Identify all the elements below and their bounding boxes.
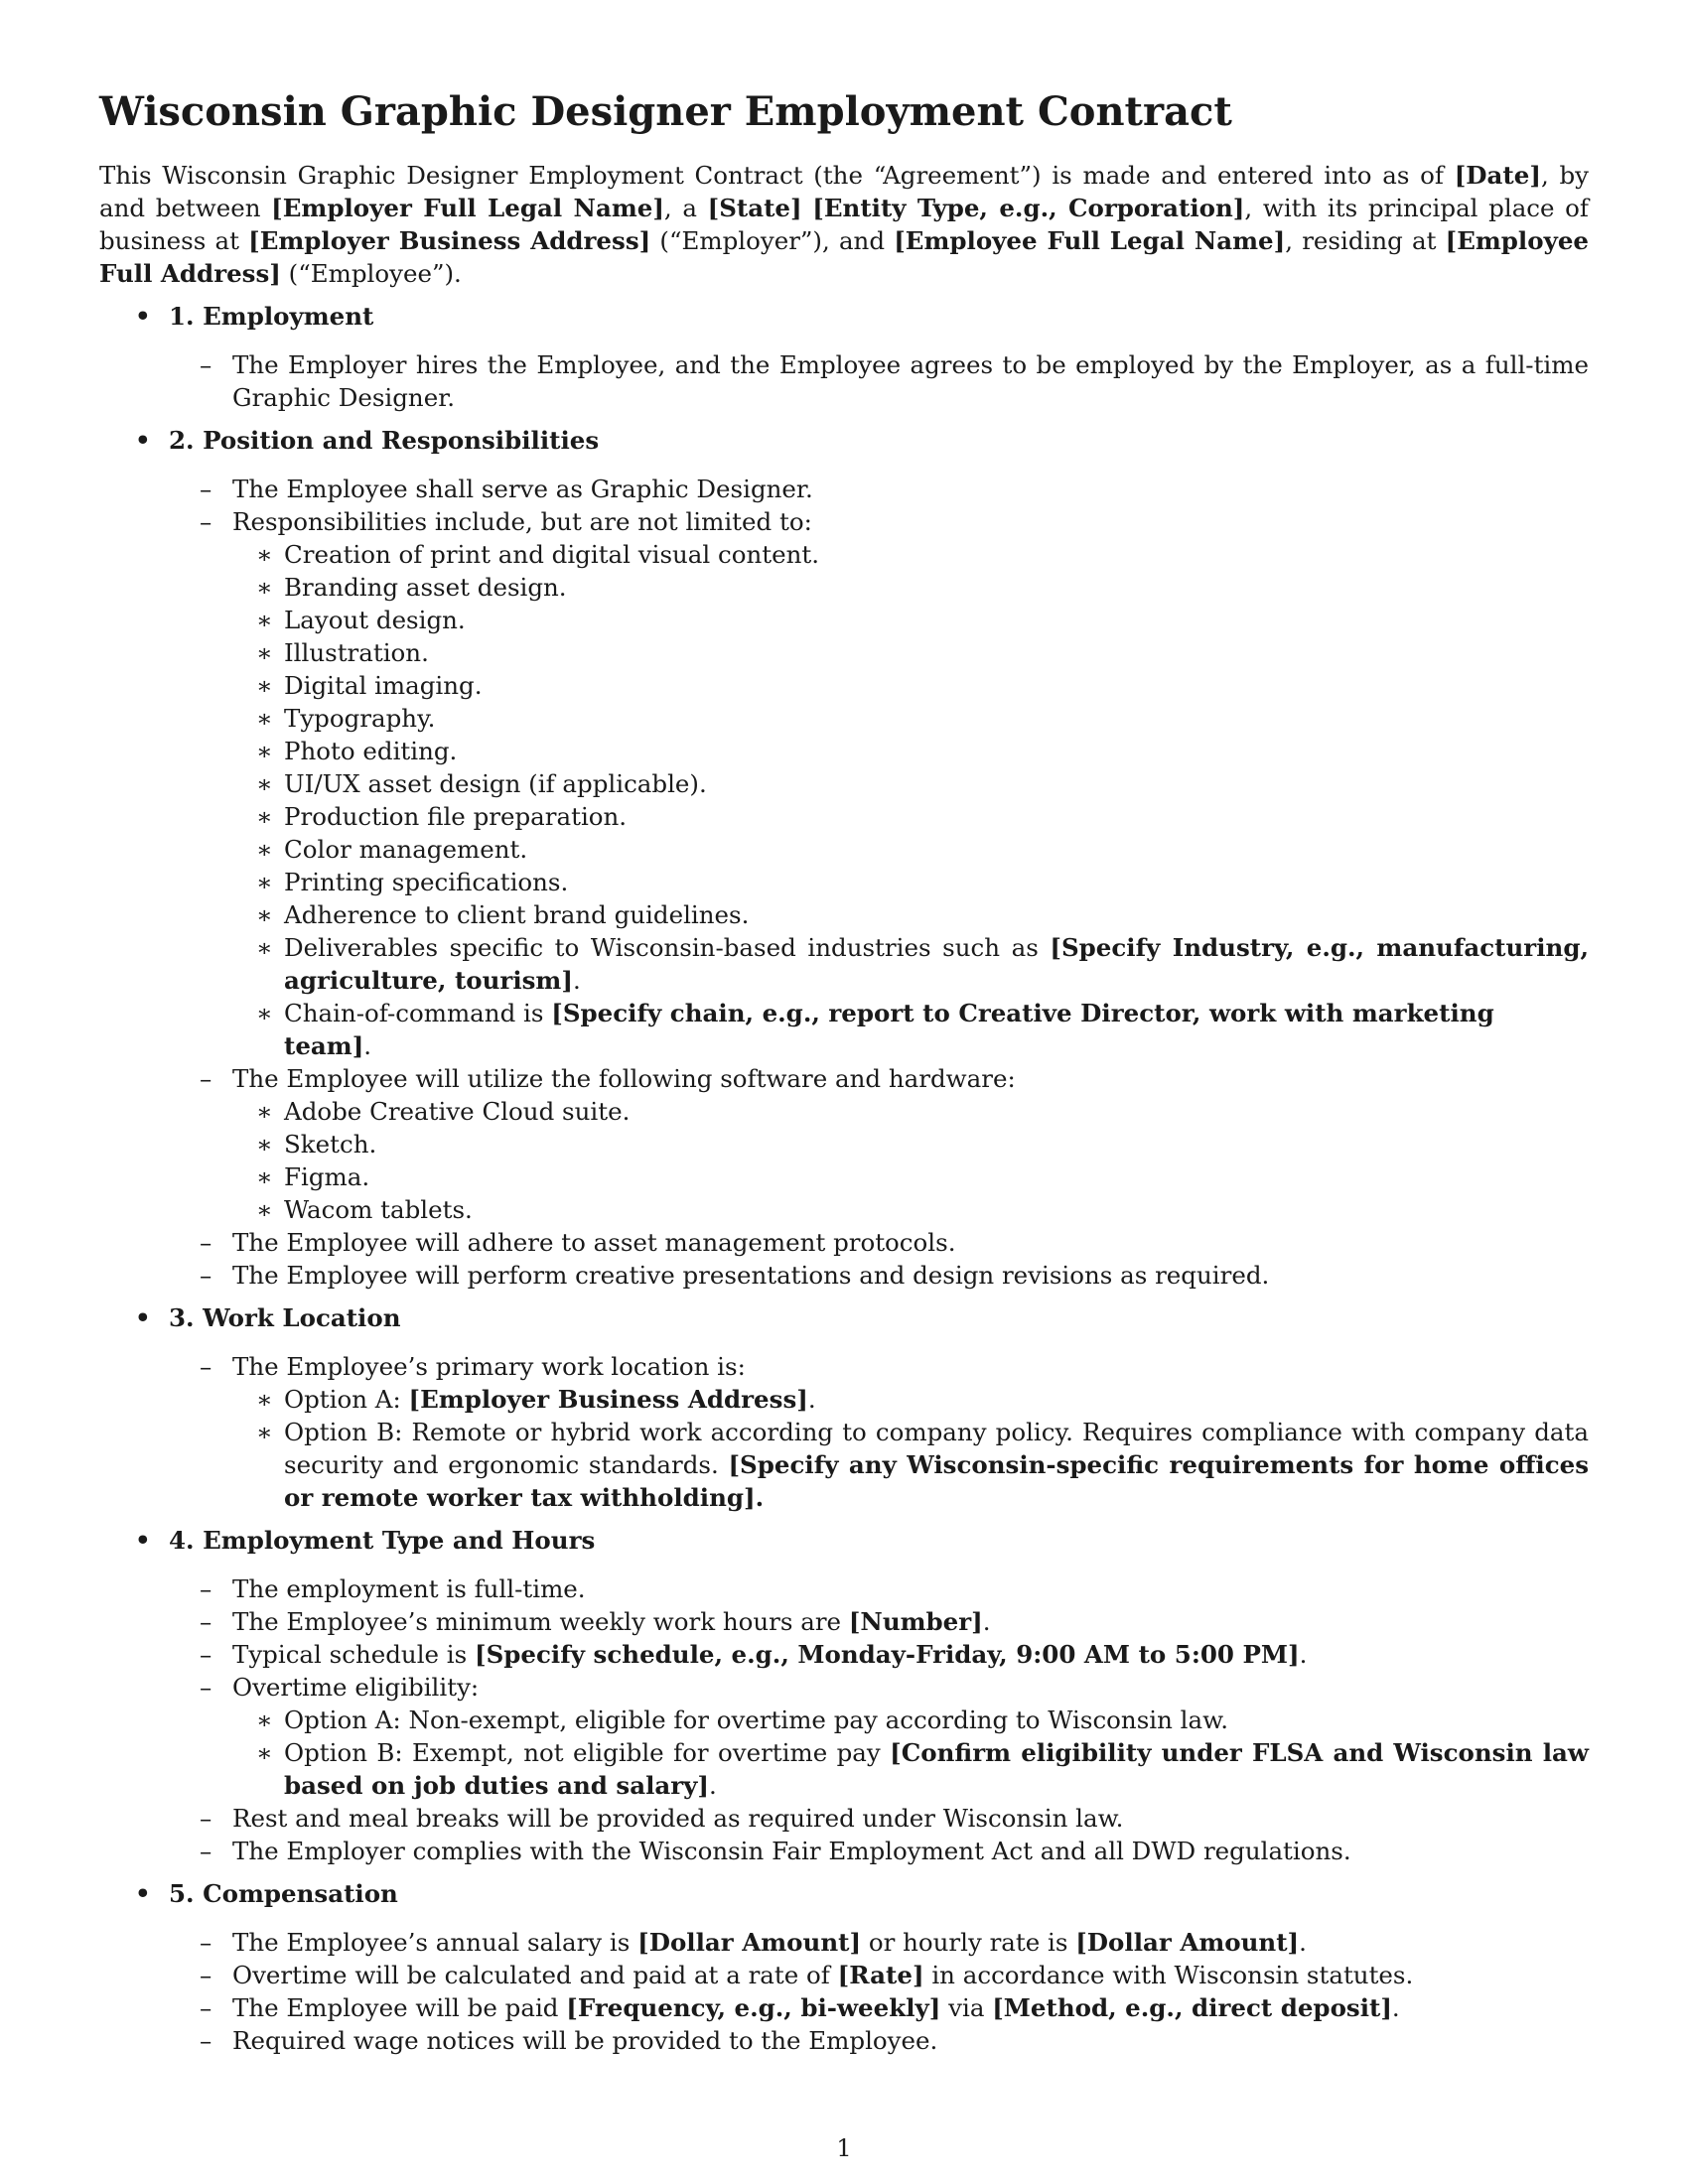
- bullet-icon: •: [135, 1879, 151, 1908]
- option-list: [232, 1383, 1589, 1514]
- placeholder-salary: [Dollar Amount]: [637, 1928, 862, 1957]
- list-item: [256, 1736, 1590, 1802]
- item-text: UI/UX asset design (if applicable).: [284, 769, 707, 798]
- clause-item: [200, 1226, 1589, 1259]
- clause-text: The Employee’s primary work location is:: [232, 1352, 746, 1381]
- list-item: [256, 1193, 1589, 1226]
- star-icon: ∗: [256, 1706, 273, 1734]
- clause-item: [200, 1959, 1589, 1991]
- list-item: [256, 1128, 1589, 1160]
- star-icon: ∗: [256, 573, 273, 602]
- document-title: Wisconsin Graphic Designer Employment Contract: [99, 88, 1232, 135]
- clause-item: [200, 1572, 1589, 1605]
- document-page: [99, 87, 1589, 2067]
- placeholder-hours: [Number]: [848, 1607, 983, 1636]
- placeholder-employer-address: [Employer Business Address]: [248, 226, 651, 255]
- star-icon: ∗: [256, 933, 273, 962]
- intro-text: (“Employee”).: [280, 259, 462, 288]
- clause-text: Typical schedule is: [232, 1640, 476, 1669]
- clause-text: The Employee will adhere to asset management protocols.: [232, 1228, 956, 1257]
- item-text: Production file preparation.: [284, 802, 628, 831]
- clause-item: [200, 2024, 1589, 2057]
- section-list: [99, 300, 1589, 2057]
- clause-item: [200, 1671, 1590, 1802]
- placeholder-entity-type: [Entity Type, e.g., Corporation]: [812, 194, 1245, 222]
- star-icon: ∗: [256, 638, 273, 667]
- dash-icon: –: [200, 1837, 212, 1865]
- dash-icon: –: [200, 1673, 212, 1702]
- clause-item: [200, 1259, 1589, 1292]
- dash-icon: –: [200, 1352, 212, 1381]
- placeholder-hourly-rate: [Dollar Amount]: [1075, 1928, 1300, 1957]
- intro-text: , residing at: [1285, 226, 1446, 255]
- list-item: [256, 735, 1589, 767]
- section-heading: 4. Employment Type and Hours: [169, 1526, 596, 1555]
- clause-list: [169, 348, 1589, 414]
- item-text: Sketch.: [284, 1130, 377, 1159]
- dash-icon: –: [200, 1961, 212, 1989]
- item-text: Chain-of-command is: [284, 999, 552, 1027]
- star-icon: ∗: [256, 1130, 273, 1159]
- item-text: Creation of print and digital visual content.: [284, 540, 820, 569]
- clause-list: [169, 1350, 1589, 1514]
- dash-icon: –: [200, 1574, 212, 1603]
- placeholder-payment-method: [Method, e.g., direct deposit]: [992, 1993, 1392, 2022]
- dash-icon: –: [200, 350, 212, 379]
- clause-text: The Employer complies with the Wisconsin Fair Employment Act and all DWD regulations.: [232, 1837, 1351, 1865]
- star-icon: ∗: [256, 1097, 273, 1126]
- star-icon: ∗: [256, 868, 273, 896]
- item-text: .: [709, 1771, 717, 1800]
- item-text: .: [572, 966, 581, 995]
- star-icon: ∗: [256, 1162, 273, 1191]
- clause-text: via: [940, 1993, 993, 2022]
- option-list: [232, 1704, 1589, 1802]
- bullet-icon: •: [135, 1526, 151, 1555]
- placeholder-schedule: [Specify schedule, e.g., Monday-Friday, 9:00 AM to 5:00 PM]: [475, 1640, 1300, 1669]
- star-icon: ∗: [256, 1195, 273, 1224]
- clause-text: in accordance with Wisconsin statutes.: [923, 1961, 1414, 1989]
- clause-text: .: [1391, 1993, 1400, 2022]
- dash-icon: –: [200, 1993, 212, 2022]
- star-icon: ∗: [256, 704, 273, 733]
- item-text: Figma.: [284, 1162, 370, 1191]
- clause-text: The Employer hires the Employee, and the Employee agrees to be employed by the Employer, as a full-time Graphic Designer.: [232, 350, 1589, 412]
- item-text: Layout design.: [284, 606, 466, 634]
- intro-text: , with its principal place of business at: [99, 194, 1589, 255]
- dash-icon: –: [200, 1640, 212, 1669]
- placeholder-date: [Date]: [1454, 161, 1541, 190]
- star-icon: ∗: [256, 999, 273, 1027]
- responsibility-list: [232, 538, 1589, 1062]
- dash-icon: –: [200, 1064, 212, 1093]
- software-list: [232, 1095, 1589, 1226]
- clause-text: or hourly rate is: [861, 1928, 1076, 1957]
- clause-text: .: [1299, 1640, 1308, 1669]
- list-item: [256, 604, 1589, 636]
- clause-text: Responsibilities include, but are not limited to:: [232, 507, 812, 536]
- section-position: [99, 424, 1589, 1292]
- clause-text: Rest and meal breaks will be provided as required under Wisconsin law.: [232, 1804, 1124, 1833]
- clause-list: [169, 1926, 1589, 2057]
- item-text: Digital imaging.: [284, 671, 483, 700]
- list-item: [256, 833, 1589, 866]
- placeholder-chain-of-command: [Specify chain, e.g., report to Creative Director, work with marketing team]: [284, 999, 1494, 1060]
- clause-text: .: [982, 1607, 991, 1636]
- clause-text: The Employee will utilize the following software and hardware:: [232, 1064, 1016, 1093]
- list-item: [256, 931, 1589, 997]
- clause-item: [200, 1835, 1589, 1867]
- clause-text: The Employee will be paid: [232, 1993, 567, 2022]
- item-text: .: [363, 1031, 372, 1060]
- dash-icon: –: [200, 1261, 212, 1290]
- placeholder-state: [State]: [707, 194, 802, 222]
- list-item: [256, 866, 1589, 898]
- bullet-icon: •: [135, 1303, 151, 1332]
- placeholder-employee-address: [Employee Full Address]: [99, 226, 1589, 288]
- star-icon: ∗: [256, 1418, 273, 1446]
- placeholder-employer-address: [Employer Business Address]: [408, 1385, 808, 1414]
- item-text: Color management.: [284, 835, 528, 864]
- item-text: Adherence to client brand guidelines.: [284, 900, 750, 929]
- item-text: Illustration.: [284, 638, 429, 667]
- clause-item: [200, 1926, 1589, 1959]
- item-text: Photo editing.: [284, 737, 458, 765]
- clause-item: [200, 348, 1589, 414]
- list-item: [256, 636, 1589, 669]
- page-number: 1: [836, 2134, 852, 2162]
- item-text: Wacom tablets.: [284, 1195, 473, 1224]
- clause-text: .: [1299, 1928, 1307, 1957]
- item-text: Deliverables specific to Wisconsin-based industries such as: [284, 933, 1051, 962]
- item-text: Option A:: [284, 1385, 409, 1414]
- dash-icon: –: [200, 475, 212, 503]
- dash-icon: –: [200, 1804, 212, 1833]
- clause-text: The Employee shall serve as Graphic Designer.: [232, 475, 813, 503]
- section-heading: 5. Compensation: [169, 1879, 398, 1908]
- clause-text: The Employee’s annual salary is: [232, 1928, 638, 1957]
- intro-text: , by and between: [99, 161, 1589, 222]
- clause-text: The Employee’s minimum weekly work hours are: [232, 1607, 849, 1636]
- placeholder-frequency: [Frequency, e.g., bi-weekly]: [566, 1993, 941, 2022]
- item-text: Option B: Exempt, not eligible for overtime pay: [284, 1738, 891, 1767]
- placeholder-home-office-requirements: [Specify any Wisconsin-specific requirements for home offices or remote worker tax withholding].: [284, 1450, 1589, 1512]
- dash-icon: –: [200, 1228, 212, 1257]
- clause-item: [200, 1802, 1589, 1835]
- list-item: [256, 898, 1589, 931]
- clause-text: The Employee will perform creative presentations and design revisions as required.: [232, 1261, 1270, 1290]
- star-icon: ∗: [256, 802, 273, 831]
- section-heading: 2. Position and Responsibilities: [169, 426, 600, 455]
- intro-text: This Wisconsin Graphic Designer Employment Contract (the “Agreement”) is made and entered into as of: [99, 161, 1455, 190]
- star-icon: ∗: [256, 769, 273, 798]
- star-icon: ∗: [256, 835, 273, 864]
- clause-text: Overtime eligibility:: [232, 1673, 480, 1702]
- placeholder-employee-name: [Employee Full Legal Name]: [894, 226, 1286, 255]
- intro-text: [802, 194, 813, 222]
- clause-item: [200, 1991, 1589, 2024]
- star-icon: ∗: [256, 1385, 273, 1414]
- clause-item: [200, 473, 1589, 505]
- item-text: Branding asset design.: [284, 573, 567, 602]
- section-heading: 1. Employment: [169, 302, 374, 331]
- list-item: [256, 1704, 1589, 1736]
- item-text: Option A: Non-exempt, eligible for overtime pay according to Wisconsin law.: [284, 1706, 1228, 1734]
- placeholder-rate: [Rate]: [837, 1961, 924, 1989]
- dash-icon: –: [200, 1607, 212, 1636]
- intro-paragraph: [99, 159, 1589, 290]
- list-item: [256, 1095, 1589, 1128]
- dash-icon: –: [200, 2026, 212, 2055]
- clause-item: [200, 1605, 1589, 1638]
- item-text: .: [807, 1385, 816, 1414]
- star-icon: ∗: [256, 737, 273, 765]
- list-item: [256, 538, 1589, 571]
- placeholder-flsa-eligibility: [Confirm eligibility under FLSA and Wisconsin law based on job duties and salary]: [284, 1738, 1590, 1800]
- clause-list: [169, 1572, 1589, 1867]
- placeholder-employer-name: [Employer Full Legal Name]: [271, 194, 664, 222]
- section-heading: 3. Work Location: [169, 1303, 401, 1332]
- placeholder-industry: [Specify Industry, e.g., manufacturing, agriculture, tourism]: [284, 933, 1589, 995]
- item-text: Typography.: [284, 704, 436, 733]
- star-icon: ∗: [256, 606, 273, 634]
- clause-text: The employment is full-time.: [232, 1574, 586, 1603]
- list-item: [256, 800, 1589, 833]
- list-item: [256, 1416, 1589, 1514]
- clause-item: [200, 1350, 1589, 1514]
- list-item: [256, 1383, 1589, 1416]
- section-compensation: [99, 1877, 1589, 2057]
- section-work-location: [99, 1301, 1589, 1514]
- list-item: [256, 767, 1589, 800]
- list-item: [256, 702, 1589, 735]
- dash-icon: –: [200, 1928, 212, 1957]
- item-text: Printing specifications.: [284, 868, 569, 896]
- clause-text: Overtime will be calculated and paid at a rate of: [232, 1961, 838, 1989]
- clause-item: [200, 1638, 1589, 1671]
- item-text: Adobe Creative Cloud suite.: [284, 1097, 631, 1126]
- list-item: [256, 669, 1589, 702]
- bullet-icon: •: [135, 426, 151, 455]
- bullet-icon: •: [135, 302, 151, 331]
- item-text: Option B: Remote or hybrid work according to company policy. Requires compliance with company data security and ergonomic standards.: [284, 1418, 1589, 1479]
- star-icon: ∗: [256, 540, 273, 569]
- star-icon: ∗: [256, 671, 273, 700]
- clause-item: [200, 505, 1589, 1062]
- list-item: [256, 571, 1589, 604]
- section-employment: [99, 300, 1589, 414]
- intro-text: (“Employer”), and: [650, 226, 895, 255]
- star-icon: ∗: [256, 900, 273, 929]
- list-item: [256, 997, 1589, 1062]
- clause-text: Required wage notices will be provided to the Employee.: [232, 2026, 938, 2055]
- clause-item: [200, 1062, 1589, 1226]
- dash-icon: –: [200, 507, 212, 536]
- list-item: [256, 1160, 1589, 1193]
- section-employment-type: [99, 1524, 1589, 1867]
- star-icon: ∗: [256, 1738, 273, 1767]
- clause-list: [169, 473, 1589, 1292]
- intro-text: , a: [663, 194, 708, 222]
